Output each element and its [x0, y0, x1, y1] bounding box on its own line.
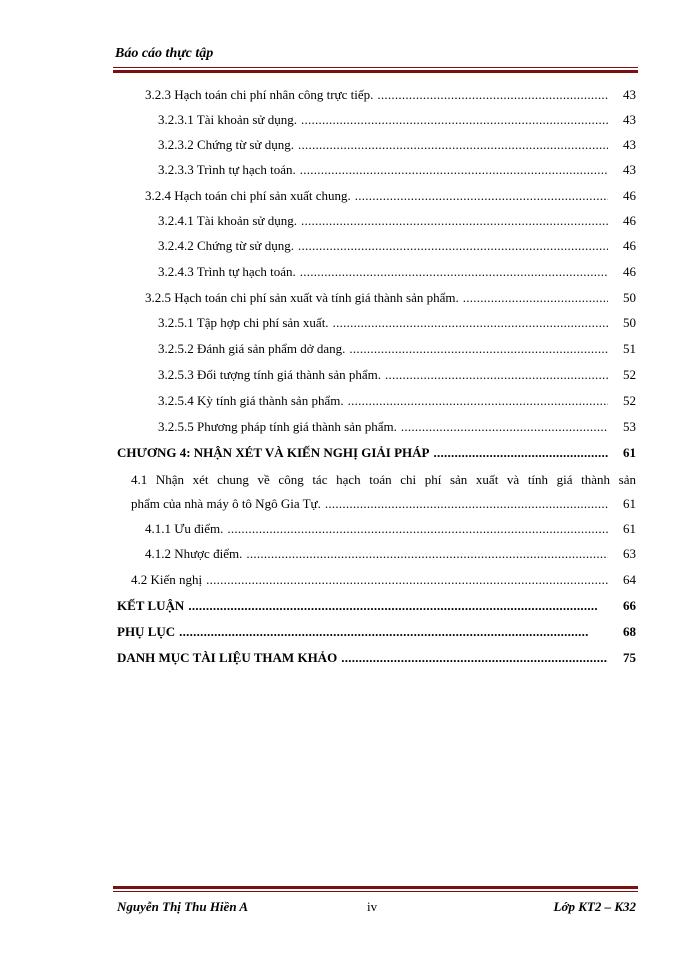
toc-entry-label: 3.2.5 Hạch toán chi phí sản xuất và tính giá thành sản phẩm. — [145, 290, 459, 305]
toc-entry-page: 43 — [623, 137, 636, 152]
report-title: Báo cáo thực tập — [115, 46, 214, 61]
toc-entry[interactable] — [0, 340, 700, 362]
toc-entry-chapter[interactable] — [0, 597, 700, 619]
toc-entry[interactable] — [0, 212, 700, 234]
toc-leader — [301, 212, 608, 230]
toc-entry-label: 3.2.5.2 Đánh giá sản phẩm dở dang. — [158, 341, 346, 356]
toc-entry-page: 43 — [623, 112, 636, 127]
toc-leader — [463, 289, 608, 307]
toc-entry-page: 53 — [623, 419, 636, 434]
header-rule-thin — [113, 67, 638, 68]
toc-entry-label: 4.2 Kiến nghị — [131, 572, 203, 587]
toc-entry-page: 43 — [623, 87, 636, 102]
toc-entry[interactable] — [0, 86, 700, 108]
toc-leader — [246, 545, 608, 563]
toc-entry-label: 3.2.4.1 Tài khoản sử dụng. — [158, 213, 297, 228]
toc-entry-wrapped-line[interactable]: 4.1 Nhận xét chung về công tác hạch toán chi phí sản xuất và tính giá thành sản — [131, 472, 636, 487]
toc-entry-label: 3.2.5.3 Đối tượng tính giá thành sản phẩm. — [158, 367, 381, 382]
footer-page-number: iv — [367, 899, 378, 914]
toc-entry[interactable] — [0, 366, 700, 388]
toc-entry-label: PHỤ LỤC — [117, 624, 176, 639]
toc-leader — [298, 237, 608, 255]
footer-rule-thin — [113, 891, 638, 892]
toc-leader — [298, 136, 608, 154]
toc-entry-page: 52 — [623, 367, 636, 382]
toc-entry-page: 61 — [623, 496, 636, 511]
toc-leader — [434, 444, 608, 462]
toc-entry-label: 3.2.3.2 Chứng từ sử dụng. — [158, 137, 294, 152]
toc-leader — [348, 392, 608, 410]
toc-entry-label: 3.2.5.4 Kỳ tính giá thành sản phẩm. — [158, 393, 344, 408]
toc-entry-page: 43 — [623, 162, 636, 177]
toc-entry-page: 61 — [623, 445, 636, 460]
toc-entry-label: KẾT LUẬN — [117, 598, 185, 613]
toc-entry-label: 3.2.3 Hạch toán chi phí nhân công trực tiếp. — [145, 87, 374, 102]
toc-entry-page: 46 — [623, 213, 636, 228]
toc-entry-page: 51 — [623, 341, 636, 356]
toc-entry-label: CHƯƠNG 4: NHẬN XÉT VÀ KIẾN NGHỊ GIẢI PHÁP — [117, 445, 430, 460]
toc-entry-label: 3.2.5.1 Tập hợp chi phí sản xuất. — [158, 315, 329, 330]
toc-entry[interactable] — [0, 495, 700, 517]
toc-leader — [301, 111, 608, 129]
toc-leader — [300, 263, 608, 281]
toc-leader — [188, 597, 608, 615]
toc-entry-label: 3.2.4 Hạch toán chi phí sản xuất chung. — [145, 188, 351, 203]
toc-entry-label: 3.2.3.1 Tài khoản sử dụng. — [158, 112, 297, 127]
toc-leader — [355, 187, 608, 205]
toc-entry-page: 50 — [623, 315, 636, 330]
toc-entry-label: 3.2.4.3 Trình tự hạch toán. — [158, 264, 296, 279]
toc-leader — [333, 314, 608, 332]
toc-entry[interactable] — [0, 111, 700, 133]
toc-entry[interactable] — [0, 263, 700, 285]
toc-entry[interactable] — [0, 237, 700, 259]
toc-entry[interactable] — [0, 187, 700, 209]
toc-entry[interactable] — [0, 571, 700, 593]
toc-entry[interactable] — [0, 289, 700, 311]
toc-leader — [377, 86, 608, 104]
toc-entry[interactable] — [0, 392, 700, 414]
toc-leader — [349, 340, 608, 358]
toc-entry-chapter[interactable] — [0, 623, 700, 645]
toc-entry-page: 68 — [623, 624, 636, 639]
toc-entry-page: 46 — [623, 188, 636, 203]
toc-leader — [179, 623, 608, 641]
toc-leader — [385, 366, 608, 384]
toc-entry-label: 4.1.2 Nhược điểm. — [145, 546, 243, 561]
toc-entry-label: 3.2.5.5 Phương pháp tính giá thành sản phẩm. — [158, 419, 397, 434]
toc-leader — [341, 649, 608, 667]
toc-leader — [227, 520, 608, 538]
footer-rule-thick — [113, 886, 638, 889]
toc-entry-page: 63 — [623, 546, 636, 561]
toc-leader — [325, 495, 608, 513]
toc-leader — [300, 161, 608, 179]
toc-entry-chapter[interactable] — [0, 444, 700, 466]
toc-entry-page: 64 — [623, 572, 636, 587]
toc-entry-label: 4.1.1 Ưu điểm. — [145, 521, 224, 536]
toc-entry[interactable] — [0, 314, 700, 336]
toc-entry[interactable] — [0, 520, 700, 542]
toc-leader — [401, 418, 608, 436]
toc-entry-page: 61 — [623, 521, 636, 536]
toc-entry-page: 66 — [623, 598, 636, 613]
footer-author: Nguyễn Thị Thu Hiền A — [117, 899, 248, 914]
toc-entry-label: 3.2.3.3 Trình tự hạch toán. — [158, 162, 296, 177]
toc-entry-label: DANH MỤC TÀI LIỆU THAM KHẢO — [117, 650, 338, 665]
toc-leader — [206, 571, 608, 589]
toc-entry-chapter[interactable] — [0, 649, 700, 671]
toc-entry-page: 46 — [623, 238, 636, 253]
footer-class: Lớp KT2 – K32 — [553, 899, 636, 914]
toc-entry[interactable] — [0, 418, 700, 440]
toc-entry-page: 46 — [623, 264, 636, 279]
toc-entry-label: phẩm của nhà máy ô tô Ngô Gia Tự. — [131, 496, 321, 511]
toc-entry-page: 50 — [623, 290, 636, 305]
toc-entry-page: 52 — [623, 393, 636, 408]
header-rule-thick — [113, 70, 638, 73]
toc-entry[interactable] — [0, 161, 700, 183]
toc-entry-page: 75 — [623, 650, 636, 665]
toc-entry-label: 3.2.4.2 Chứng từ sử dụng. — [158, 238, 294, 253]
toc-entry[interactable] — [0, 545, 700, 567]
toc-entry[interactable] — [0, 136, 700, 158]
